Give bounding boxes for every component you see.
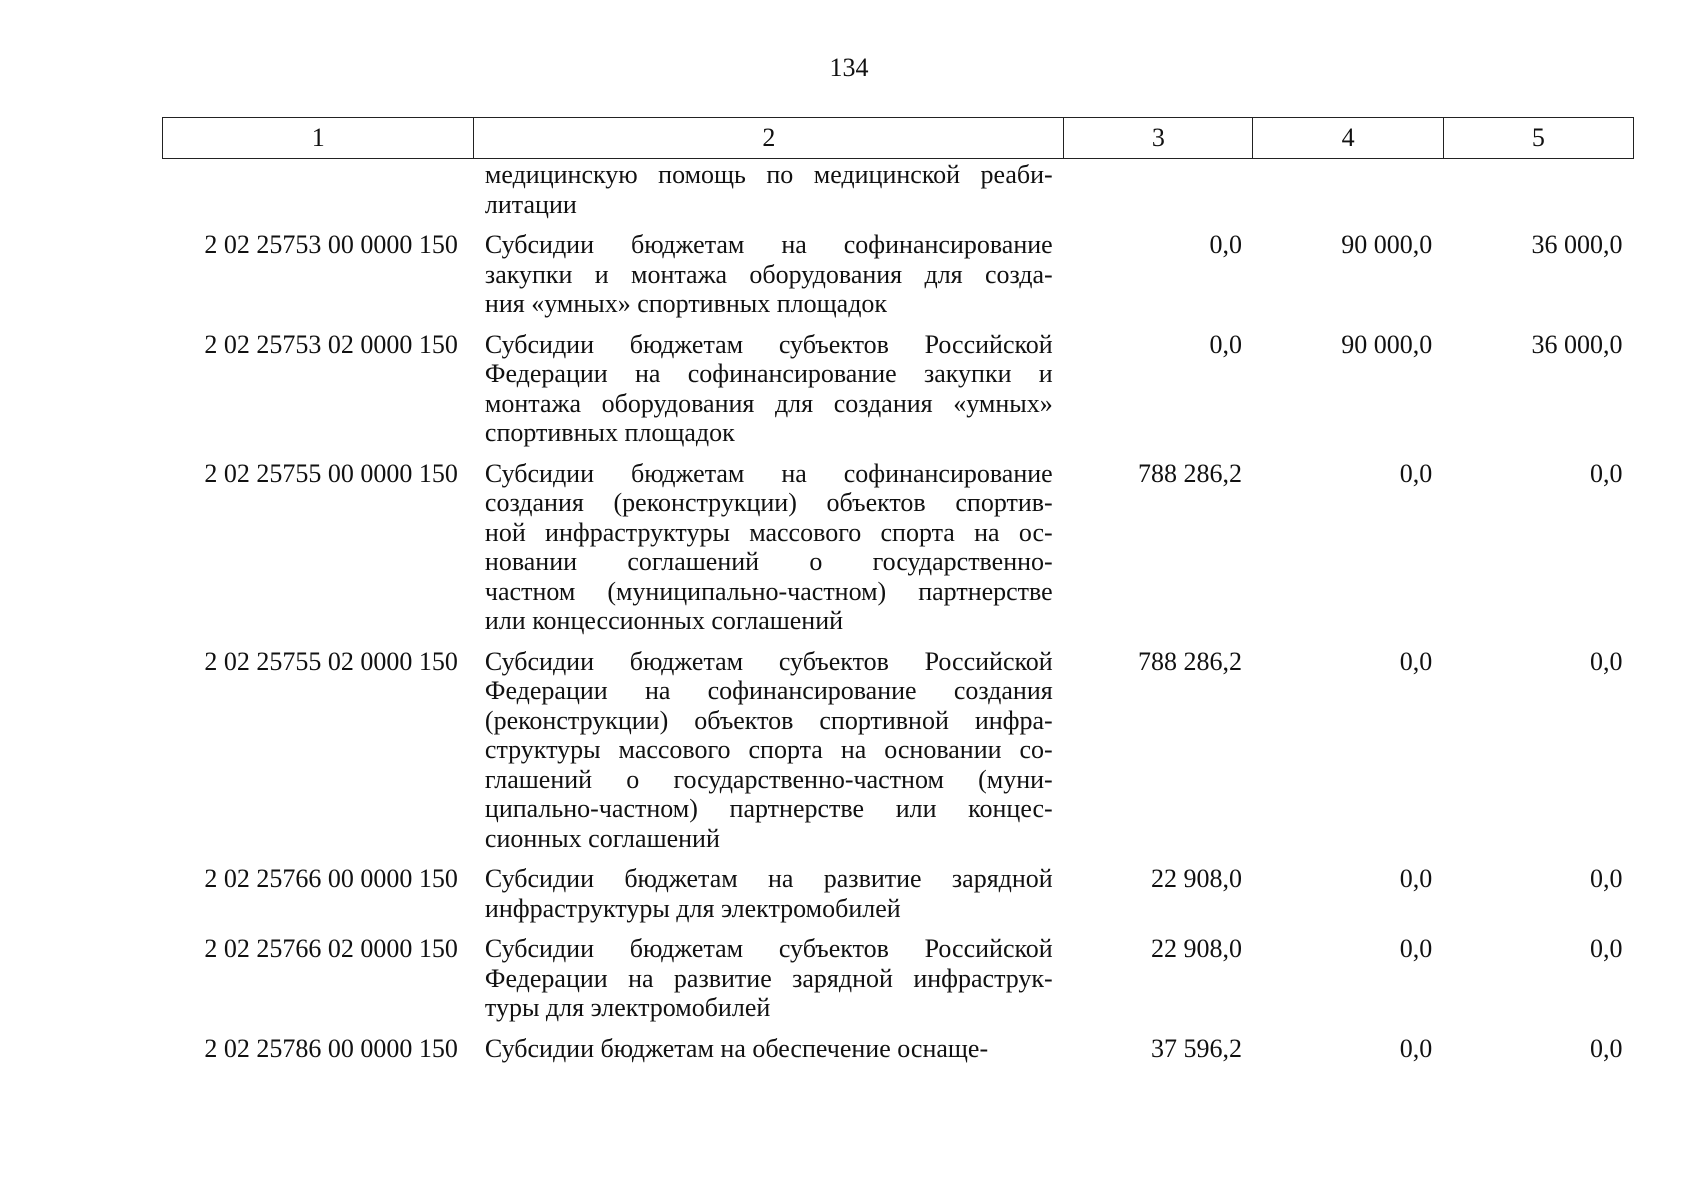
code-cell: 2 02 25755 00 0000 150 (204, 458, 458, 488)
code-cell: 2 02 25753 02 0000 150 (204, 329, 458, 359)
code-cell: 2 02 25753 00 0000 150 (204, 230, 458, 259)
value-col-4: 0,0 (1399, 458, 1433, 488)
value-col-4: 90 000,0 (1341, 329, 1433, 359)
name-line: частном (муниципально-частном) партнерстве (484, 576, 1053, 606)
code-cell (163, 159, 474, 220)
name-line: сионных соглашений (484, 823, 720, 853)
continuation-row (163, 159, 1634, 220)
name-line: туры для электромобилей (484, 993, 771, 1022)
name-line: спортивных площадок (484, 418, 735, 447)
name-line: Субсидии бюджетам субъектов Российской (484, 934, 1053, 963)
name-cell (474, 159, 1064, 220)
value-col-4: 0,0 (1399, 864, 1433, 893)
value-col-3: 788 286,2 (1137, 458, 1242, 488)
name-cell (474, 448, 1064, 636)
value-col-3: 0,0 (1209, 230, 1242, 259)
table-row (163, 636, 1634, 854)
header-col-1: 1 (163, 118, 474, 159)
budget-table (162, 117, 1634, 1063)
name-line: (реконструкции) объектов спортивной инфра- (484, 705, 1053, 735)
value-col-4: 0,0 (1399, 934, 1433, 963)
value-col-4: 0,0 (1399, 1033, 1433, 1063)
value-col-3: 37 596,2 (1150, 1033, 1242, 1063)
name-line: глашений о государственно-частном (муни- (484, 764, 1053, 794)
name-cell (474, 923, 1064, 1023)
value-col-4 (1253, 159, 1443, 220)
name-line: Субсидии бюджетам на обеспечение оснаще- (484, 1033, 989, 1063)
name-line: медицинскую помощь по медицинской реаби- (484, 160, 1053, 189)
value-col-5: 0,0 (1590, 864, 1623, 893)
name-line: ципально-частном) партнерстве или концес- (484, 794, 1053, 823)
header-col-5: 5 (1443, 118, 1633, 159)
table-row (163, 853, 1634, 923)
table-row (163, 219, 1634, 319)
name-line: ной инфраструктуры массового спорта на ос- (484, 517, 1053, 547)
header-col-2: 2 (474, 118, 1064, 159)
table-header (163, 118, 1634, 159)
value-col-5: 0,0 (1590, 646, 1623, 676)
name-line: новании соглашений о государственно- (484, 547, 1053, 576)
name-cell (474, 219, 1064, 319)
name-line: Федерации на софинансирование создания (484, 676, 1053, 705)
name-cell (474, 853, 1064, 923)
name-line: закупки и монтажа оборудования для созда- (484, 259, 1053, 289)
value-col-5: 36 000,0 (1531, 329, 1623, 359)
table-row (163, 1023, 1634, 1064)
value-col-5: 0,0 (1590, 934, 1623, 963)
table-row (163, 319, 1634, 448)
value-col-4: 90 000,0 (1341, 230, 1433, 259)
page-number: 134 (829, 53, 869, 82)
code-cell: 2 02 25786 00 0000 150 (204, 1033, 458, 1063)
name-line: Федерации на развитие зарядной инфраструк- (484, 963, 1053, 993)
name-line: Субсидии бюджетам субъектов Российской (484, 646, 1053, 676)
table-row (163, 923, 1634, 1023)
value-col-3: 0,0 (1209, 329, 1242, 359)
name-cell (474, 636, 1064, 854)
value-col-3: 788 286,2 (1137, 646, 1242, 676)
value-col-5: 36 000,0 (1531, 230, 1623, 259)
code-cell: 2 02 25766 00 0000 150 (204, 864, 458, 893)
name-line: литации (484, 189, 577, 219)
code-cell: 2 02 25766 02 0000 150 (204, 934, 458, 963)
value-col-3 (1064, 159, 1253, 220)
header-col-4: 4 (1253, 118, 1443, 159)
value-col-5: 0,0 (1590, 458, 1623, 488)
table-row (163, 448, 1634, 636)
value-col-4: 0,0 (1399, 646, 1433, 676)
name-line: Субсидии бюджетам субъектов Российской (484, 329, 1053, 359)
name-line: или концессионных соглашений (484, 606, 844, 635)
name-line: Субсидии бюджетам на софинансирование (484, 458, 1053, 488)
value-col-3: 22 908,0 (1150, 864, 1242, 893)
name-cell (474, 1023, 1064, 1064)
name-line: монтажа оборудования для создания «умных» (484, 388, 1053, 418)
name-line: Субсидии бюджетам на софинансирование (484, 230, 1053, 259)
name-line: ния «умных» спортивных площадок (484, 289, 888, 318)
code-cell: 2 02 25755 02 0000 150 (204, 646, 458, 676)
name-line: Федерации на софинансирование закупки и (484, 359, 1053, 388)
value-col-5 (1443, 159, 1633, 220)
name-line: создания (реконструкции) объектов спортив- (484, 488, 1053, 517)
name-line: Субсидии бюджетам на развитие зарядной (484, 864, 1053, 893)
name-cell (474, 319, 1064, 448)
name-line: структуры массового спорта на основании со- (484, 735, 1053, 764)
header-row (163, 118, 1634, 159)
name-line: инфраструктуры для электромобилей (484, 893, 901, 923)
table-body (163, 159, 1634, 1064)
value-col-3: 22 908,0 (1150, 934, 1242, 963)
header-col-3: 3 (1064, 118, 1253, 159)
value-col-5: 0,0 (1590, 1033, 1623, 1063)
